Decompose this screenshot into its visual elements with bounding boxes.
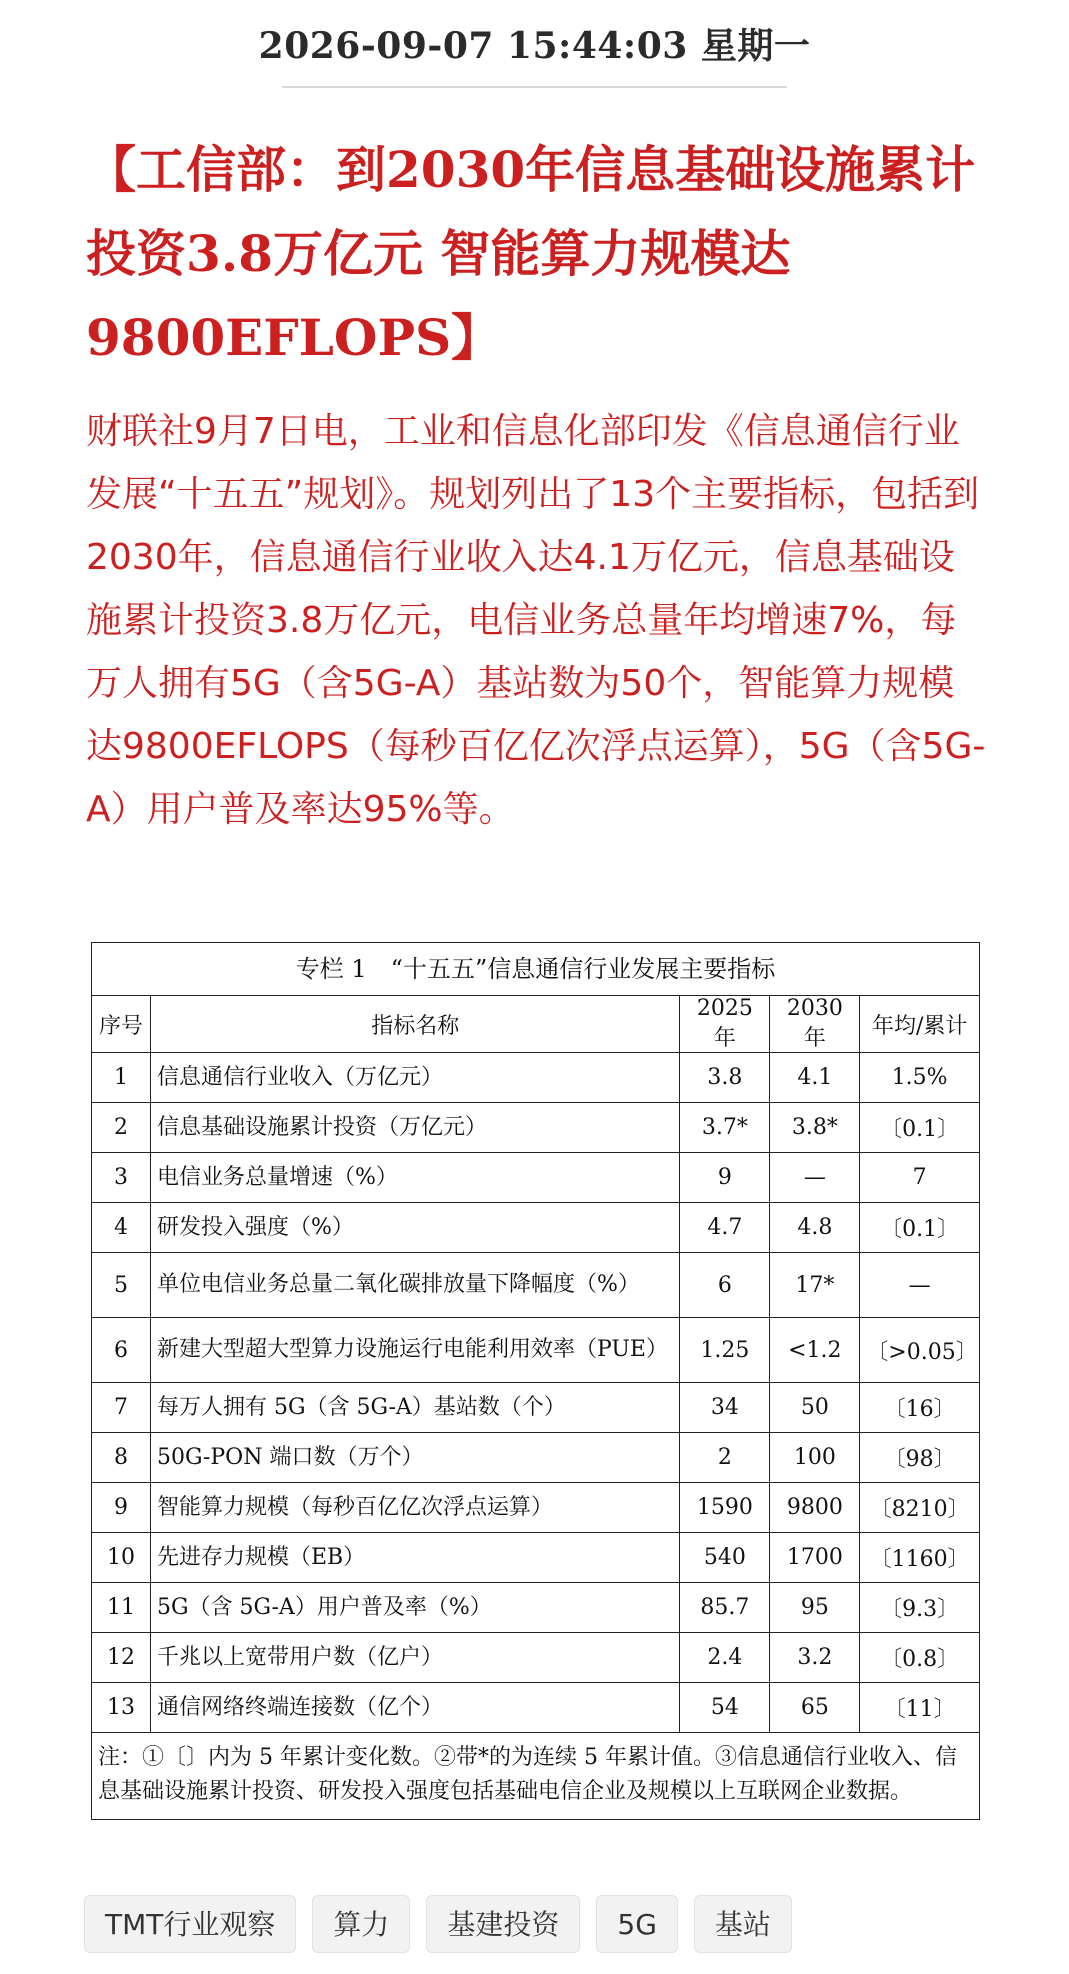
- row-2025-value: 3.8: [680, 1053, 770, 1103]
- table-row: [92, 1383, 979, 1433]
- table-row: [92, 1103, 979, 1153]
- row-index: 12: [92, 1633, 150, 1683]
- row-indicator-name: 千兆以上宽带用户数（亿户）: [150, 1633, 680, 1683]
- tag-link[interactable]: 算力: [312, 1895, 410, 1953]
- row-indicator-name: 智能算力规模（每秒百亿亿次浮点运算）: [150, 1483, 680, 1533]
- row-index: 6: [92, 1318, 150, 1383]
- row-2025-value: 6: [680, 1253, 770, 1318]
- row-change-value: 1.5%: [860, 1053, 979, 1103]
- table-row: [92, 1683, 979, 1733]
- row-2025-value: 540: [680, 1533, 770, 1583]
- row-change-value: 7: [860, 1153, 979, 1203]
- row-change-value: 〔>0.05〕: [860, 1318, 979, 1383]
- row-2025-value: 34: [680, 1383, 770, 1433]
- row-2025-value: 3.7*: [680, 1103, 770, 1153]
- row-indicator-name: 电信业务总量增速（%）: [150, 1153, 680, 1203]
- row-change-value: 〔98〕: [860, 1433, 979, 1483]
- topic-tags: [84, 1895, 792, 1953]
- header-2030: 2030 年: [770, 996, 860, 1053]
- row-change-value: 〔1160〕: [860, 1533, 979, 1583]
- row-change-value: 〔8210〕: [860, 1483, 979, 1533]
- row-2030-value: 9800: [770, 1483, 860, 1533]
- table-row: [92, 1533, 979, 1583]
- row-2025-value: 2.4: [680, 1633, 770, 1683]
- row-2030-value: 1700: [770, 1533, 860, 1583]
- row-2025-value: 2: [680, 1433, 770, 1483]
- row-change-value: 〔0.1〕: [860, 1203, 979, 1253]
- row-index: 9: [92, 1483, 150, 1533]
- row-change-value: 〔11〕: [860, 1683, 979, 1733]
- indicators-table-image: [91, 942, 980, 1820]
- table-row: [92, 1203, 979, 1253]
- table-body: [92, 1053, 979, 1733]
- table-header-row: [92, 996, 979, 1053]
- table-note: 注：①〔〕内为 5 年累计变化数。②带*的为连续 5 年累计值。③信息通信行业收入、信息基础设施累计投资、研发投入强度包括基础电信企业及规模以上互联网企业数据。: [98, 1745, 957, 1804]
- row-index: 11: [92, 1583, 150, 1633]
- row-2030-value: 95: [770, 1583, 860, 1633]
- table-row: [92, 1633, 979, 1683]
- tag-link[interactable]: TMT行业观察: [84, 1895, 296, 1953]
- header-2025: 2025 年: [680, 996, 770, 1053]
- row-change-value: —: [860, 1253, 979, 1318]
- row-change-value: 〔0.8〕: [860, 1633, 979, 1683]
- row-indicator-name: 通信网络终端连接数（亿个）: [150, 1683, 680, 1733]
- row-2030-value: 4.8: [770, 1203, 860, 1253]
- row-index: 10: [92, 1533, 150, 1583]
- row-change-value: 〔0.1〕: [860, 1103, 979, 1153]
- row-2030-value: 17*: [770, 1253, 860, 1318]
- row-2025-value: 1590: [680, 1483, 770, 1533]
- indicators-table: [92, 996, 979, 1733]
- row-2030-value: 100: [770, 1433, 860, 1483]
- row-indicator-name: 信息通信行业收入（万亿元）: [150, 1053, 680, 1103]
- row-index: 4: [92, 1203, 150, 1253]
- tag-link[interactable]: 5G: [596, 1895, 678, 1953]
- row-change-value: 〔9.3〕: [860, 1583, 979, 1633]
- row-2025-value: 4.7: [680, 1203, 770, 1253]
- row-index: 2: [92, 1103, 150, 1153]
- header-change: 年均/累计: [860, 996, 979, 1053]
- table-row: [92, 1583, 979, 1633]
- table-title: 专栏 1 “十五五”信息通信行业发展主要指标: [92, 943, 979, 996]
- row-2030-value: —: [770, 1153, 860, 1203]
- row-index: 5: [92, 1253, 150, 1318]
- row-indicator-name: 先进存力规模（EB）: [150, 1533, 680, 1583]
- publish-datetime: 2026-09-07 15:44:03 星期一: [258, 25, 811, 67]
- row-2025-value: 85.7: [680, 1583, 770, 1633]
- row-2025-value: 9: [680, 1153, 770, 1203]
- row-2030-value: 65: [770, 1683, 860, 1733]
- table-row: [92, 1253, 979, 1318]
- table-row: [92, 1318, 979, 1383]
- article-body: 财联社9月7日电，工业和信息化部印发《信息通信行业发展“十五五”规划》。规划列出了13个主要指标，包括到2030年，信息通信行业收入达4.1万亿元，信息基础设施累计投资3.8万亿元，电信业务总量年均增速7%，每万人拥有5G（含5G-A）基站数为50个，智能算力规模达9800EFLOPS（每秒百亿亿次浮点运算），5G（含5G-A）用户普及率达95%等。: [86, 411, 986, 830]
- header-index: 序号: [92, 996, 150, 1053]
- row-2030-value: 50: [770, 1383, 860, 1433]
- row-index: 1: [92, 1053, 150, 1103]
- tag-link[interactable]: 基站: [694, 1895, 792, 1953]
- row-2025-value: 54: [680, 1683, 770, 1733]
- row-indicator-name: 单位电信业务总量二氧化碳排放量下降幅度（%）: [150, 1253, 680, 1318]
- row-indicator-name: 5G（含 5G-A）用户普及率（%）: [150, 1583, 680, 1633]
- row-index: 8: [92, 1433, 150, 1483]
- row-index: 3: [92, 1153, 150, 1203]
- row-change-value: 〔16〕: [860, 1383, 979, 1433]
- header-indicator-name: 指标名称: [150, 996, 680, 1053]
- table-row: [92, 1153, 979, 1203]
- tag-link[interactable]: 基建投资: [426, 1895, 580, 1953]
- row-index: 13: [92, 1683, 150, 1733]
- row-2025-value: 1.25: [680, 1318, 770, 1383]
- row-2030-value: <1.2: [770, 1318, 860, 1383]
- row-2030-value: 3.8*: [770, 1103, 860, 1153]
- row-indicator-name: 新建大型超大型算力设施运行电能利用效率（PUE）: [150, 1318, 680, 1383]
- row-indicator-name: 信息基础设施累计投资（万亿元）: [150, 1103, 680, 1153]
- row-indicator-name: 每万人拥有 5G（含 5G-A）基站数（个）: [150, 1383, 680, 1433]
- row-2030-value: 3.2: [770, 1633, 860, 1683]
- datetime-divider: [282, 86, 787, 88]
- row-indicator-name: 50G-PON 端口数（万个）: [150, 1433, 680, 1483]
- table-row: [92, 1053, 979, 1103]
- table-row: [92, 1433, 979, 1483]
- row-index: 7: [92, 1383, 150, 1433]
- row-2030-value: 4.1: [770, 1053, 860, 1103]
- table-row: [92, 1483, 979, 1533]
- row-indicator-name: 研发投入强度（%）: [150, 1203, 680, 1253]
- article-headline: 【工信部：到2030年信息基础设施累计投资3.8万亿元 智能算力规模达9800EFLOPS】: [86, 140, 976, 367]
